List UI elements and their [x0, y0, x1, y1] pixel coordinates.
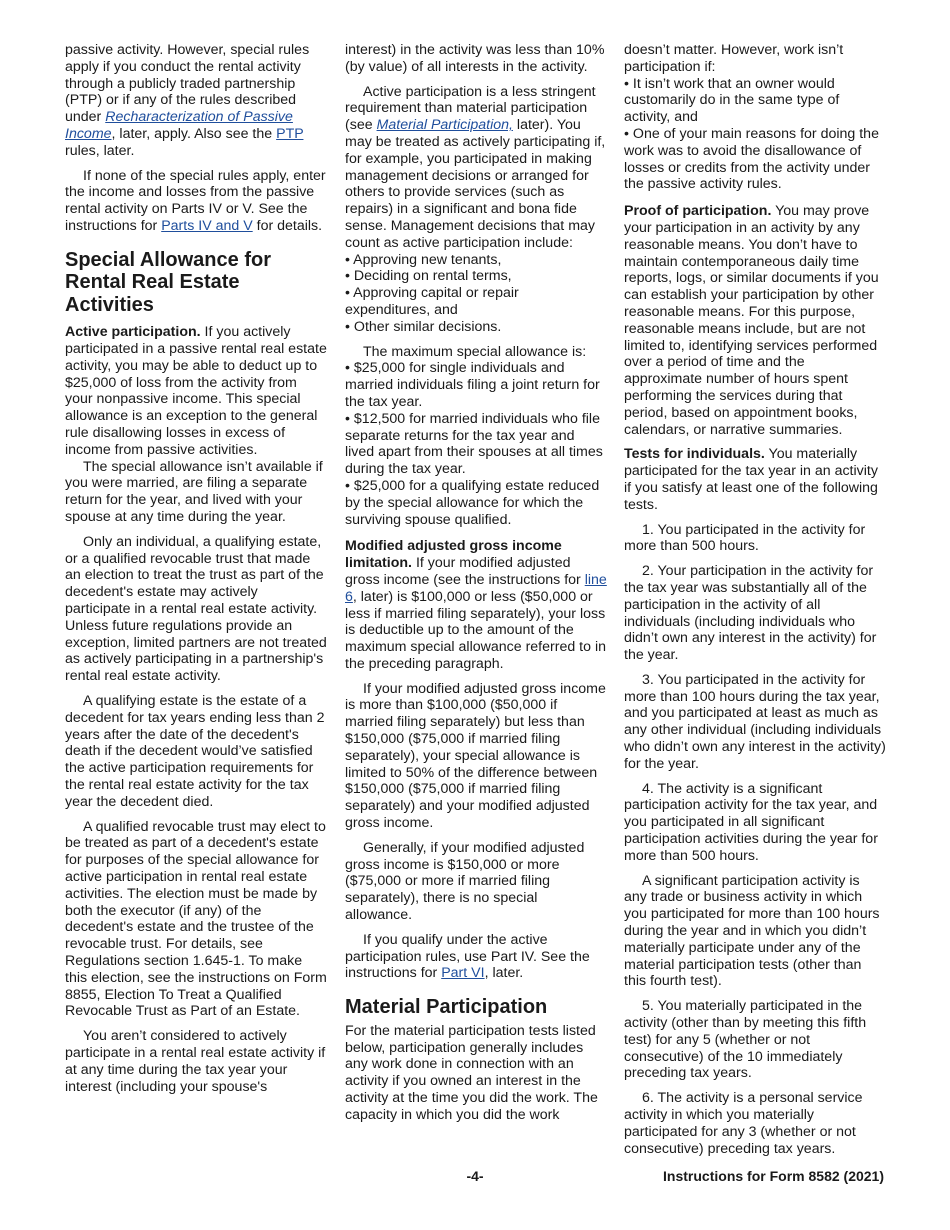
material-participation-link[interactable]: Material Participation, — [376, 117, 513, 134]
list-item: • One of your main reasons for doing the work was to avoid the disallowance of losses or credits from the activity under the passive activity rules. — [624, 125, 879, 193]
list-item: • It isn’t work that an owner would customarily do in the same type of activity, and — [624, 75, 840, 126]
test-1: 1. You participated in the activity for more than 500 hours. — [624, 521, 866, 555]
paragraph: For the material participation tests listed below, participation generally includes any work done in connection with an activity if you owned an interest in the activity at the time you did the work. The capacity in which you did the work — [345, 1022, 598, 1123]
paragraph — [65, 168, 327, 235]
text: later). You may be treated as actively participating if, for example, you participated in making management decisions or arranged for others to provide services (such as repairs) in a significant and bona fide sense. Management decisions that may count as active participation include: — [345, 117, 606, 251]
paragraph — [345, 932, 607, 982]
page-number: -4- — [466, 1168, 484, 1184]
paragraph — [65, 42, 327, 160]
list-item: • $25,000 for a qualifying estate reduced by the special allowance for which the surviving spouse qualified. — [345, 477, 600, 528]
list-item: • Approving new tenants, — [345, 251, 502, 268]
part-vi-link[interactable]: Part VI — [441, 965, 485, 982]
section-heading-material-participation: Material Participation — [345, 996, 548, 1019]
paragraph: A qualified revocable trust may elect to be treated as part of a decedent's estate for purposes of the special allowance for active participation in rental real estate activities. The election must be made by both the executor (if any) of the decedent's estate and the trustee of the revocable trust. For details, see Regulations section 1.645-1. To make this election, see the instructions on Form 8855, Election To Treat a Qualified Revocable Trust as Part of an Estate. — [65, 818, 327, 1020]
test-2: 2. Your participation in the activity for the tax year was substantially all of the participation in the activity of all individuals (including individuals who didn’t own any interest in the activity) for the year. — [624, 563, 877, 664]
text: If none of the special rules apply, enter the income and losses from the passive rental activity on Parts IV or V. See the instructions for — [65, 167, 326, 234]
run-in-heading: Active participation. — [65, 324, 201, 341]
recharacterization-link[interactable]: Recharacterization of Passive Income — [65, 109, 293, 142]
test-3: 3. You participated in the activity for more than 100 hours during the tax year, and you participated at least as much as any other individual (including individuals who didn’t own any interest in the activity) for the year. — [624, 671, 886, 772]
text: , later, apply. Also see the — [111, 125, 277, 142]
paragraph: doesn’t matter. However, work isn’t participation if: — [624, 42, 844, 75]
text: Active participation is a less stringent requirement than material participation (see — [345, 83, 596, 134]
column-3 — [624, 42, 886, 1165]
section-heading-special-allowance: Special Allowance for Rental Real Estate Activities — [65, 248, 271, 316]
list-item: • $25,000 for single individuals and married individuals filing a joint return for the tax year. — [345, 360, 600, 410]
line-6-link[interactable]: line 6 — [345, 571, 607, 605]
run-in-heading: Modified adjusted gross income limitation. — [345, 538, 562, 572]
parts-iv-v-link[interactable]: Parts IV and V — [161, 217, 253, 234]
paragraph — [624, 446, 886, 513]
paragraph: The special allowance isn’t available if you were married, are filing a separate return for the year, and lived with your spouse at any time during the year. — [65, 458, 323, 526]
paragraph: The maximum special allowance is: — [363, 343, 587, 360]
column-2 — [345, 42, 607, 1124]
ptp-link[interactable]: PTP — [276, 125, 304, 142]
text: rules, later. — [65, 142, 135, 159]
paragraph — [345, 84, 607, 252]
text: If you actively participated in a passive rental real estate activity, you may be able to deduct up to $25,000 of loss from the activity from your nonpassive income. This special allowance is an exception to the general rule disallowing losses in excess of income from passive activities. — [65, 324, 327, 458]
text: , later. — [484, 965, 524, 982]
text: passive activity. However, special rules apply if you conduct the rental activity through a publicly traded partnership (PTP) or if any of the rules described under — [65, 42, 310, 126]
text: You materially participated for the tax year in an activity if you satisfy at least one of the following tests. — [624, 446, 878, 513]
text: You may prove your participation in an activity by any reasonable means. You don’t have to maintain contemporaneous daily time reports, logs, or similar documents if you can establish your participation by other reasonable means. For this purpose, reasonable means include, but are not limited to, identifying services performed over a period of time and the approximate number of hours spent performing the services during that period, based on appointment books, calendars, or narrative summaries. — [624, 203, 879, 438]
list-item: • Approving capital or repair expenditures, and — [345, 285, 519, 318]
text: If your modified adjusted gross income (see the instructions for — [345, 555, 585, 588]
paragraph — [624, 203, 886, 438]
column-1 — [65, 42, 327, 1103]
footer-title: Instructions for Form 8582 (2021) — [663, 1168, 884, 1184]
run-in-heading: Proof of participation. — [624, 203, 772, 220]
list-item: • $12,500 for married individuals who file separate returns for the tax year and lived apart from their spouses at all times during the tax year. — [345, 410, 603, 478]
paragraph — [65, 324, 327, 458]
text: If you qualify under the active participation rules, use Part IV. See the instructions for — [345, 931, 590, 982]
paragraph: interest) in the activity was less than 10% (by value) of all interests in the activity. — [345, 42, 605, 75]
paragraph: A qualifying estate is the estate of a decedent for tax years ending less than 2 years after the date of the decedent's death if the decedent would’ve satisfied the active participation requirements for the rental real estate activity for the tax year the decedent died. — [65, 693, 325, 810]
paragraph — [345, 538, 607, 672]
text: , later) is $100,000 or less ($50,000 or less if married filing separately), your loss is deductible up to the amount of the maximum special allowance referred to in the preceding paragraph. — [345, 588, 607, 672]
paragraph: Only an individual, a qualifying estate, or a qualified revocable trust that made an election to treat the trust as part of the decedent's estate may actively participate in a rental real estate activity. Unless future regulations provide an exception, limited partners are not treated as actively participating in a partnership's rental real estate activity. — [65, 533, 327, 685]
test-6: 6. The activity is a personal service activity in which you materially participated for any 3 (whether or not consecutive) preceding tax years. — [624, 1090, 863, 1157]
text: for details. — [252, 217, 323, 234]
run-in-heading: Tests for individuals. — [624, 446, 765, 463]
paragraph: Generally, if your modified adjusted gross income is $150,000 or more ($75,000 or more if married filing separately), there is no special allowance. — [345, 839, 585, 924]
list-item: • Other similar decisions. — [345, 318, 502, 335]
paragraph: You aren’t considered to actively participate in a rental real estate activity if at any time during the tax year your interest (including your spouse's — [65, 1028, 326, 1095]
list-item: • Deciding on rental terms, — [345, 268, 512, 285]
test-5: 5. You materially participated in the activity (other than by meeting this fifth test) for any 5 (whether or not consecutive) of the 10 immediately preceding tax years. — [624, 998, 867, 1082]
test-4: 4. The activity is a significant participation activity for the tax year, and you participated in all significant participation activities during the year for more than 500 hours. — [624, 780, 878, 864]
paragraph: If your modified adjusted gross income is more than $100,000 ($50,000 if married filing separately) but less than $150,000 ($75,000 if married filing separately), your special allowance is limited to 50% of the difference between $150,000 ($75,000 if married filing separately) and your modified adjusted gross income. — [345, 680, 606, 832]
paragraph: A significant participation activity is any trade or business activity in which you participated for more than 100 hours during the year and in which you didn’t materially participate under any of the material participation tests (other than this fourth test). — [624, 872, 880, 990]
